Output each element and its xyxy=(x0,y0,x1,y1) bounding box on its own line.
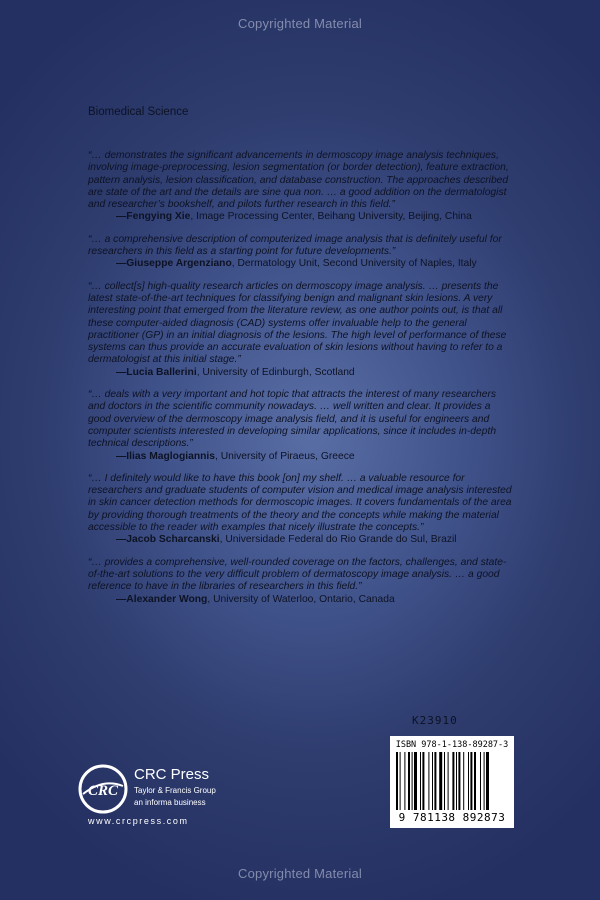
barcode-bar xyxy=(463,752,464,810)
reviews-list xyxy=(88,150,516,616)
reviewer-affiliation: , Universidade Federal do Rio Grande do Sul, Brazil xyxy=(219,534,457,546)
review-item xyxy=(88,473,516,547)
barcode-bar xyxy=(408,752,410,810)
barcode-bar xyxy=(422,752,424,810)
barcode-bar xyxy=(456,752,457,810)
barcode-bar xyxy=(448,752,449,810)
review-attribution xyxy=(116,258,516,270)
product-code: K23910 xyxy=(412,714,458,727)
barcode-bar xyxy=(412,752,413,810)
reviewer-affiliation: , University of Waterloo, Ontario, Canada xyxy=(207,593,395,605)
barcode-bar xyxy=(420,752,421,810)
barcode-bar xyxy=(468,752,469,810)
reviewer-name: —Ilias Maglogiannis xyxy=(116,450,215,462)
watermark-bottom: Copyrighted Material xyxy=(238,866,362,881)
review-item xyxy=(88,389,516,463)
reviewer-name: —Lucia Ballerini xyxy=(116,366,197,378)
barcode-bar xyxy=(439,752,442,810)
review-attribution xyxy=(116,594,516,606)
publisher-url: www.crcpress.com xyxy=(88,816,189,826)
watermark-top: Copyrighted Material xyxy=(238,16,362,31)
isbn-label: ISBN 978-1-138-89287-3 xyxy=(395,740,509,750)
barcode-bar xyxy=(470,752,472,810)
publisher-business: an informa business xyxy=(134,798,206,807)
review-quote: “… I definitely would like to have this book [on] my shelf. … a valuable resource for researchers and graduate students of computer vision and medical image analysis interested in skin cancer detection methods for dermoscopic images. It covers fundamentals of the area by providing thorough treatments of the theory and the concepts while making the material accessible to the reader with examples that nicely illustrate the concepts.” xyxy=(88,472,512,534)
review-attribution xyxy=(116,534,516,546)
barcode-bar xyxy=(444,752,445,810)
review-quote: “… deals with a very important and hot topic that attracts the interest of many researchers and doctors in the scientific community nowadays. … well written and clear. It provides a good overview of the dermoscopy image analysis field, and it is useful for engineers and computer scientists interested in developing similar applications, since it includes in-depth technical descriptions.” xyxy=(88,389,497,450)
review-quote: “… collect[s] high-quality research articles on dermoscopy image analysis. … presents the latest state-of-the-art techniques for classifying benign and malignant skin lesions. A very interesting point that emerged from the literature review, as one author points out, is that all these computer-aided diagnosis (CAD) systems offer invaluable help to the general practitioner (GP) in an initial diagnosis of the lesions. The high level of performance of these systems can thus provide an accurate evaluation of skin lesions without having to refer to a dermatologist at this initial stage.” xyxy=(88,280,507,366)
reviewer-name: —Alexander Wong xyxy=(116,593,208,605)
review-item xyxy=(88,234,516,271)
barcode-bar xyxy=(486,752,489,810)
review-attribution xyxy=(116,451,516,463)
reviewer-affiliation: , Dermatology Unit, Second University of Naples, Italy xyxy=(231,258,477,270)
review-quote: “… a comprehensive description of computerized image analysis that is definitely useful for researchers in this field as a starting point for future developments.” xyxy=(88,233,502,258)
reviewer-name: —Jacob Scharcanski xyxy=(116,534,220,546)
isbn-number: 9 781138 892873 xyxy=(398,811,506,824)
barcode-bar xyxy=(484,752,485,810)
review-attribution xyxy=(116,367,516,379)
review-item xyxy=(88,557,516,606)
review-item xyxy=(88,281,516,379)
category-label: Biomedical Science xyxy=(88,106,189,118)
barcode-bar xyxy=(480,752,481,810)
reviewer-name: —Giuseppe Argenziano xyxy=(116,258,232,270)
barcode-bar xyxy=(404,752,405,810)
review-item xyxy=(88,150,516,224)
reviewer-affiliation: , University of Edinburgh, Scotland xyxy=(196,366,355,378)
barcode-bar xyxy=(452,752,454,810)
barcode-bars xyxy=(396,752,508,810)
reviewer-affiliation: , University of Piraeus, Greece xyxy=(214,450,355,462)
review-attribution xyxy=(116,211,516,223)
barcode-bar xyxy=(396,752,398,810)
isbn-barcode xyxy=(390,736,514,828)
barcode-bar xyxy=(414,752,417,810)
review-quote: “… demonstrates the significant advancements in dermoscopy image analysis techniques, involving image-preprocessing, lesion segmentation (or border detection), feature extraction, pattern analysis, lesion classification, and database construction. The approaches described are state of the art and the details are sine qua non. … a good addition on the dermatologist and researcher’s bookshelf, and pilots further research in this field.” xyxy=(88,150,509,211)
barcode-bar xyxy=(400,752,401,810)
barcode-bar xyxy=(434,752,436,810)
review-quote: “… provides a comprehensive, well-rounded coverage on the factors, challenges, and state-of-the-art solutions to the very difficult problem of dermatoscopy image analysis. … a good reference to have in the libraries of researchers in this field.” xyxy=(88,556,507,593)
barcode-bar xyxy=(458,752,460,810)
crc-press-logo-icon xyxy=(78,764,128,814)
barcode-bar xyxy=(432,752,433,810)
reviewer-name: —Fengying Xie xyxy=(116,211,191,223)
publisher-group: Taylor & Francis Group xyxy=(134,786,216,795)
logo-text: CRC xyxy=(87,783,119,799)
barcode-bar xyxy=(474,752,476,810)
publisher-name: CRC Press xyxy=(134,766,210,783)
barcode-bar xyxy=(428,752,429,810)
reviewer-affiliation: , Image Processing Center, Beihang University, Beijing, China xyxy=(190,211,472,223)
